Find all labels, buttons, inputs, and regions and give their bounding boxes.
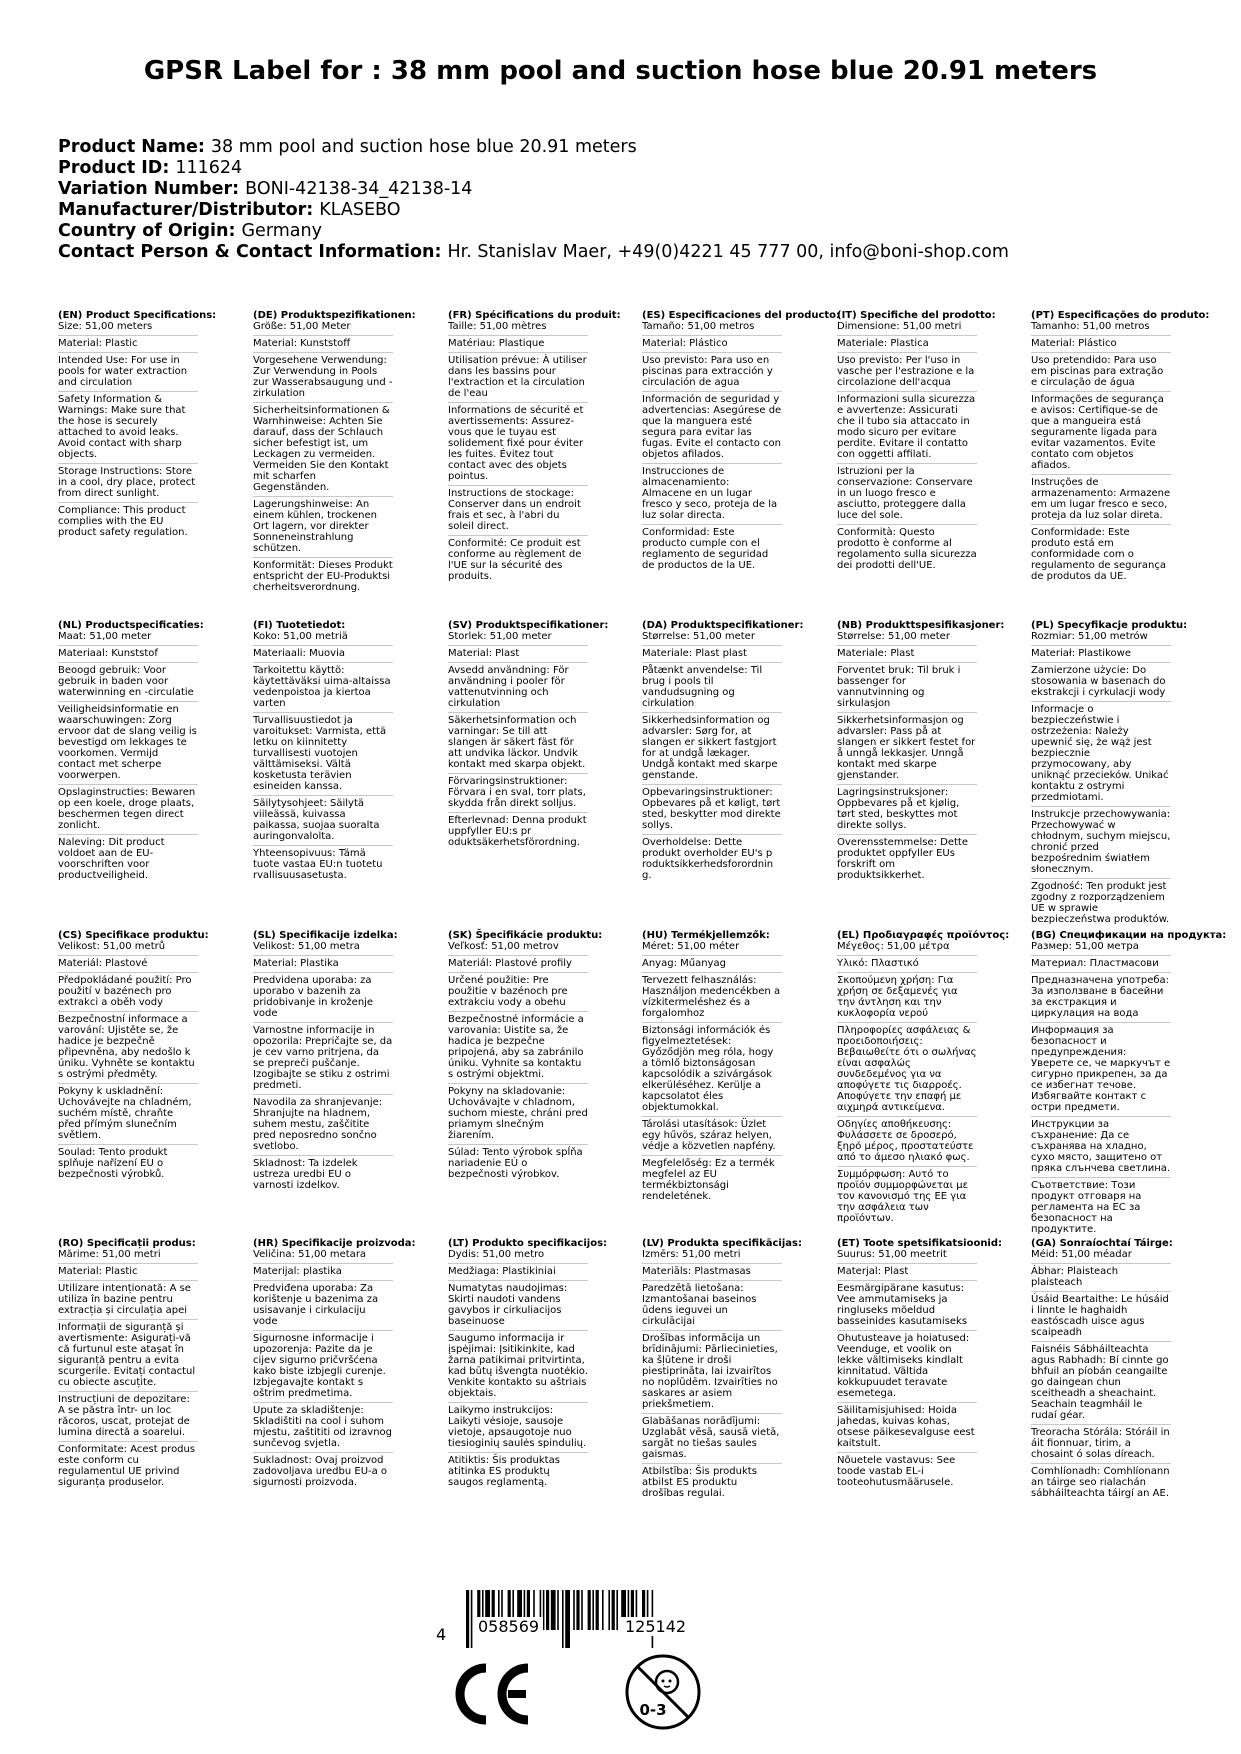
spec-heading: (HR) Specifikacije proizvoda: [253,1238,416,1249]
spec-line: Méret: 51,00 méter [642,941,740,952]
spec-line: Material: Plástico [642,335,782,349]
spec-line: Συμμόρφωση: Αυτό το προϊόν συμμορφώνεται με τον κανονισμό της ΕΕ για την ασφάλεια των προϊόντων. [837,1166,977,1224]
info-row [58,158,1198,179]
spec-line: Storlek: 51,00 meter [448,631,552,642]
spec-line: Faisnéis Sábháilteachta agus Rabhadh: Bí cinnte go bhfuil an píobán ceangailte go daingean chun sceitheadh a sheachaint. Seachain teagmháil le rudaí géar. [1031,1341,1171,1421]
spec-line: Conformitate: Acest produs este conform cu regulamentul UE privind siguranța produselor. [58,1441,198,1488]
spec-line: Megfelelőség: Ez a termék megfelel az EU termékbiztonsági rendeletének. [642,1155,782,1202]
spec-line: Úsáid Beartaithe: Le húsáid i linnte le haghaidh eastóscadh uisce agus scaipeadh [1031,1291,1171,1338]
spec-line: Informații de siguranță și avertismente: Asigurați-vă că furtunul este atașat în siguranță pentru a evita scurgerile. Evitați contactul cu obiecte ascuțite. [58,1319,198,1388]
spec-block [448,1238,608,1488]
spec-line: Информация за безопасност и предупреждения: Уверете се, че маркучът е сигурно прикрепен, за да се избегнат течове. Избягвайте контакт с остри предмети. [1031,1022,1171,1113]
spec-line: Beoogd gebruik: Voor gebruik in baden voor waterwinning en -circulatie [58,662,198,698]
spec-line: Instrucciones de almacenamiento: Almacene en un lugar fresco y seco, proteja de la luz solar directa. [642,463,782,521]
spec-line: Conformità: Questo prodotto è conforme al regolamento sulla sicurezza dei prodotti dell'UE. [837,524,977,571]
barcode-bar [546,1590,549,1630]
spec-line: Material: Kunststoff [253,335,393,349]
spec-line: Sicherheitsinformationen & Warnhinweise: Achten Sie darauf, dass der Schlauch sicher befestigt ist, um Leckagen zu vermeiden. Vermeiden Sie den Kontakt mit scharfen Gegenständen. [253,402,393,493]
spec-line: Glabāšanas norādījumi: Uzglabāt vēsā, sausā vietā, sargāt no tiešas saules gaismas. [642,1413,782,1460]
spec-block [448,310,621,582]
spec-line: Material: Plastic [58,335,198,349]
spec-block [1031,1238,1226,1499]
spec-line: Compliance: This product complies with the EU product safety regulation. [58,502,198,538]
barcode-bar [581,1590,583,1630]
spec-block [837,620,1005,881]
spec-line: Материал: Пластмасови [1031,955,1171,969]
spec-line: Materiál: Plastové [58,955,198,969]
barcode-bar [562,1590,564,1648]
info-value: 111624 [175,158,243,178]
spec-line: Opslaginstructies: Bewaren op een koele, droge plaats, beschermen tegen direct zonlicht. [58,784,198,831]
spec-line: Vorgesehene Verwendung: Zur Verwendung in Pools zur Wasserabsaugung und -zirkulation [253,352,393,399]
barcode-bar [612,1590,615,1630]
spec-line: Съответствие: Този продукт отговаря на регламента на ЕС за безопасност на продуктите. [1031,1177,1171,1235]
spec-line: Instructions de stockage: Conserver dans un endroit frais et sec, à l'abri du soleil direct. [448,485,588,532]
spec-heading: (ET) Toote spetsifikatsioonid: [837,1238,1003,1249]
spec-line: Materiāls: Plastmasas [642,1263,782,1277]
spec-line: Drošības informācija un brīdinājumi: Pārliecinieties, ka šļūtene ir droši piestiprināta, lai izvairītos no noplūdēm. Izvairīties no saskares ar asiem priekšmetiem. [642,1330,782,1410]
spec-line: Material: Plastic [58,1263,198,1277]
spec-line: Atbilstība: Šis produkts atbilst ES produktu drošības regulai. [642,1463,782,1499]
spec-block [448,930,603,1180]
spec-line: Pokyny k uskladnění: Uchovávejte na chladném, suchém místě, chraňte před přímým slunečním světlem. [58,1083,198,1141]
spec-line: Инструкции за съхранение: Да се съхранява на хладно, сухо място, защитено от пряка слънчева светлина. [1031,1116,1171,1174]
spec-line: Υλικό: Πλαστικό [837,955,977,969]
spec-line: Uso pretendido: Para uso em piscinas para extração e circulação de água [1031,352,1171,388]
spec-line: Materijal: plastika [253,1263,393,1277]
spec-heading: (SV) Produktspecifikationer: [448,620,609,631]
spec-line: Lagringsinstruksjoner: Oppbevares på et kjølig, tørt sted, beskyttes mot direkte sollys. [837,784,977,831]
not-for-children-0-3-icon [623,1652,703,1732]
spec-line: Tamanho: 51,00 metros [1031,321,1150,332]
spec-line: Pokyny na skladovanie: Uchovávajte v chladnom, suchom mieste, chráni pred priamym slnečným žiarením. [448,1083,588,1141]
spec-line: Material: Plastika [253,955,393,969]
spec-heading: (IT) Specifiche del prodotto: [837,310,996,321]
spec-line: Matériau: Plastique [448,335,588,349]
barcode-bar [592,1590,594,1630]
info-value: KLASEBO [319,200,401,220]
spec-line: Predvidena uporaba: za uporabo v bazenih za pridobivanje in kroženje vode [253,972,393,1019]
spec-line: Tamaño: 51,00 metros [642,321,755,332]
spec-line: Konformität: Dieses Produkt entspricht der EU-Produktsi cherheitsverordnung. [253,557,393,593]
spec-line: Overholdelse: Dette produkt overholder EU's p roduktsikkerhedsforordnin g. [642,834,782,881]
spec-line: Sukladnost: Ovaj proizvod zadovoljava uredbu EU-a o sigurnosti proizvoda. [253,1452,393,1488]
spec-line: Dydis: 51,00 metro [448,1249,545,1260]
spec-block [837,930,1010,1224]
spec-heading: (GA) Sonraíochtaí Táirge: [1031,1238,1173,1249]
ce-mark-icon [452,1662,534,1726]
spec-line: Tárolási utasítások: Üzlet egy hűvös, száraz helyen, védje a közvetlen napfény. [642,1116,782,1152]
spec-heading: (FR) Spécifications du produit: [448,310,621,321]
spec-block [1031,310,1226,582]
spec-line: Размер: 51,00 метра [1031,941,1139,952]
barcode-bar [466,1590,469,1648]
spec-line: Størrelse: 51,00 meter [642,631,755,642]
spec-block [253,620,393,881]
spec-line: Avsedd användning: För användning i pooler för vattenutvinning och cirkulation [448,662,588,709]
spec-line: Size: 51,00 meters [58,321,153,332]
page-title: GPSR Label for : 38 mm pool and suction hose blue 20.91 meters [143,56,1098,86]
spec-line: Předpokládané použití: Pro použití v bazénech pro extrakci a oběh vody [58,972,198,1008]
spec-line: Uso previsto: Per l'uso in vasche per l'estrazione e la circolazione dell'acqua [837,352,977,388]
barcode-bar [557,1590,559,1630]
spec-heading: (EL) Προδιαγραφές προϊόντος: [837,930,1010,941]
info-key: Variation Number: [58,179,240,199]
spec-line: Conformidad: Este producto cumple con el reglamento de seguridad de productos de la UE. [642,524,782,571]
spec-line: Safety Information & Warnings: Make sure that the hose is securely attached to avoid leaks. Avoid contact with sharp objects. [58,391,198,460]
spec-heading: (FI) Tuotetiedot: [253,620,346,631]
spec-line: Biztonsági információk és figyelmeztetések: Győződjön meg róla, hogy a tömlő biztonságosan kapcsolódik a szivárgások elkerüléséhez. Kerülje a kapcsolatot éles objektumokkal. [642,1022,782,1113]
spec-line: Súlad: Tento výrobok spĺňa nariadenie EÚ o bezpečnosti výrobkov. [448,1144,588,1180]
spec-line: Istruzioni per la conservazione: Conservare in un luogo fresco e asciutto, proteggere dalla luce del sole. [837,463,977,521]
barcode-bar [551,1590,556,1630]
barcode-bar [573,1590,575,1630]
spec-line: Material: Plast [448,645,588,659]
spec-heading: (DA) Produktspecifikationer: [642,620,804,631]
spec-line: Informations de sécurité et avertissements: Assurez-vous que le tuyau est solidement fixé pour éviter les fuites. Évitez tout contact avec des objets pointus. [448,402,588,482]
spec-line: Suurus: 51,00 meetrit [837,1249,947,1260]
barcode-bar [608,1590,610,1630]
spec-line: Tervezett felhasználás: Használjon medencékben a vízkitermeléshez és a forgalomhoz [642,972,782,1019]
spec-line: Skladnost: Ta izdelek ustreza uredbi EU o varnosti izdelkov. [253,1155,393,1191]
spec-line: Οδηγίες αποθήκευσης: Φυλάσσετε σε δροσερό, ξηρό μέρος, προστατεύστε από το άμεσο ηλιακό φως. [837,1116,977,1163]
spec-line: Materiaali: Muovia [253,645,393,659]
spec-line: Mărime: 51,00 metri [58,1249,161,1260]
spec-line: Velikost: 51,00 metra [253,941,360,952]
spec-heading: (NB) Produkttspesifikasjoner: [837,620,1005,631]
spec-line: Bezpečnostní informace a varování: Ujistěte se, že hadice je bezpečně připevněna, aby nedošlo k úniku. Vyhněte se kontaktu s ostrými předměty. [58,1011,198,1080]
spec-line: Sigurnosne informacije i upozorenja: Pazite da je cijev sigurno pričvršćena kako biste izbjegli curenje. Izbjegavajte kontakt s oštrim predmetima. [253,1330,393,1399]
spec-block [253,930,398,1191]
spec-line: Säkerhetsinformation och varningar: Se till att slangen är säkert fäst för att undvika läckor. Undvik kontakt med skarpa objekt. [448,712,588,770]
spec-heading: (PL) Specyfikacje produktu: [1031,620,1188,631]
info-row [58,242,1198,263]
spec-line: Forventet bruk: Til bruk i bassenger for vannutvinning og sirkulasjon [837,662,977,709]
spec-line: Informacje o bezpieczeństwie i ostrzeżenia: Należy upewnić się, że wąż jest bezpiecznie przymocowany, aby uniknąć przecieków. Unikać kontaktu z ostrymi przedmiotami. [1031,701,1171,803]
spec-line: Πληροφορίες ασφάλειας & προειδοποιήσεις: Βεβαιωθείτε ότι ο σωλήνας είναι ασφαλώς συνδεδεμένος για να αποφύγετε τις διαρροές. Αποφύγετε την επαφή με αιχμηρά αντικείμενα. [837,1022,977,1113]
barcode-digit-prefix: 4 [436,1625,447,1644]
spec-line: Størrelse: 51,00 meter [837,631,950,642]
spec-line: Instruções de armazenamento: Armazene em um lugar fresco e seco, proteja da luz solar direta. [1031,474,1171,521]
info-key: Contact Person & Contact Information: [58,242,442,262]
spec-line: Maat: 51,00 meter [58,631,152,642]
spec-line: Uso previsto: Para uso en piscinas para extracción y circulación de agua [642,352,782,388]
spec-line: Sikkerhedsinformation og advarsler: Sørg for, at slangen er sikkert fastgjort for at undgå lækager. Undgå kontakt med skarpe genstande. [642,712,782,781]
spec-line: Comhlíonadh: Comhlíonann an táirge seo rialachán sábháilteachta táirgí an AE. [1031,1463,1171,1499]
spec-line: Rozmiar: 51,00 metrów [1031,631,1148,642]
spec-heading: (LT) Produkto specifikacijos: [448,1238,608,1249]
spec-line: Turvallisuustiedot ja varoitukset: Varmista, että letku on kiinnitetty turvallisesti vuotojen välttämiseksi. Vältä kosketusta terävien esineiden kanssa. [253,712,393,792]
spec-line: Informações de segurança e avisos: Certifique-se de que a mangueira está seguramente ligada para evitar vazamentos. Evite contato com objetos afiados. [1031,391,1171,471]
spec-heading: (BG) Спецификации на продукта: [1031,930,1227,941]
spec-heading: (NL) Productspecificaties: [58,620,204,631]
spec-line: Storage Instructions: Store in a cool, dry place, protect from direct sunlight. [58,463,198,499]
spec-line: Zgodność: Ten produkt jest zgodny z rozporządzeniem UE w sprawie bezpieczeństwa produktów. [1031,878,1171,925]
spec-line: Lagerungshinweise: An einem kühlen, trockenen Ort lagern, vor direkter Sonneneinstrahlung schützen. [253,496,393,554]
spec-line: Materiale: Plast plast [642,645,782,659]
spec-line: Säilitamisjuhised: Hoida jahedas, kuivas kohas, otsese päikesevalguse eest kaitstult. [837,1402,977,1449]
spec-line: Intended Use: For use in pools for water extraction and circulation [58,352,198,388]
info-key: Manufacturer/Distributor: [58,200,314,220]
barcode-bar [471,1590,473,1648]
spec-line: Material: Plástico [1031,335,1171,349]
spec-heading: (RO) Specificații produs: [58,1238,196,1249]
barcode-bar [576,1590,579,1630]
spec-line: Informazioni sulla sicurezza e avvertenze: Assicurati che il tubo sia attaccato in modo sicuro per evitare perdite. Evitare il contatto con oggetti affilati. [837,391,977,460]
spec-line: Navodila za shranjevanje: Shranjujte na hladnem, suhem mestu, zaščitite pred neposredno sončno svetlobo. [253,1094,393,1152]
spec-line: Nõuetele vastavus: See toode vastab EL-i tooteohutusmäärusele. [837,1452,977,1488]
spec-block [58,620,204,881]
spec-line: Påtænkt anvendelse: Til brug i pools til vandudsugning og cirkulation [642,662,782,709]
info-row [58,179,1198,200]
spec-line: Veiligheidsinformatie en waarschuwingen: Zorg ervoor dat de slang veilig is bevestigd om lekkages te voorkomen. Vermijd contact met scherpe voorwerpen. [58,701,198,781]
product-info [58,137,1198,263]
spec-line: Σκοπούμενη χρήση: Για χρήση σε δεξαμενές για την άντληση και την κυκλοφορία νερού [837,972,977,1019]
spec-line: Größe: 51,00 Meter [253,321,351,332]
spec-line: Yhteensopivuus: Tämä tuote vastaa EU:n tuotetu rvallisuusasetusta. [253,845,393,881]
spec-line: Tarkoitettu käyttö: käytettäväksi uima-altaissa vedenpoistoa ja kiertoa varten [253,662,393,709]
spec-block [448,620,609,848]
spec-heading: (HU) Termékjellemzők: [642,930,770,941]
spec-line: Izmērs: 51,00 metri [642,1249,741,1260]
barcode-bar [565,1590,570,1648]
spec-line: Upute za skladištenje: Skladištiti na cool i suhom mjestu, zaštititi od izravnog sunčevog svjetla. [253,1402,393,1449]
barcode-digits-left: 058569 [474,1617,543,1636]
info-value: 38 mm pool and suction hose blue 20.91 meters [210,137,637,157]
barcode-bar [596,1590,599,1630]
spec-line: Materiál: Plastové profily [448,955,588,969]
spec-line: Saugumo informacija ir įspėjimai: Įsitikinkite, kad žarna patikimai pritvirtinta, kad būtų išvengta nuotėkio. Venkite kontakto su aštriais objektais. [448,1330,588,1399]
spec-line: Conformité: Ce produit est conforme au règlement de l'UE sur la sécurité des produits. [448,535,588,582]
spec-block [1031,620,1226,925]
spec-line: Atitiktis: Šis produktas atitinka ES produktų saugos reglamentą. [448,1452,588,1488]
barcode-digits-right: 125142 [621,1617,690,1636]
spec-line: Ábhar: Plaisteach plaisteach [1031,1263,1171,1288]
spec-line: Medžiaga: Plastikiniai [448,1263,588,1277]
spec-block [58,310,217,538]
spec-line: Predviđena uporaba: Za korištenje u bazenima za usisavanje i cirkulaciju vode [253,1280,393,1327]
spec-line: Overensstemmelse: Dette produktet oppfyller EUs forskrift om produktsikkerhet. [837,834,977,881]
spec-heading: (CS) Specifikace produktu: [58,930,209,941]
spec-line: Instrucțiuni de depozitare: A se păstra într- un loc răcoros, uscat, protejat de lumina directă a soarelui. [58,1391,198,1438]
spec-line: Paredzētā lietošana: Izmantošanai baseinos ūdens ieguvei un cirkulācijai [642,1280,782,1327]
spec-line: Materjal: Plast [837,1263,977,1277]
spec-line: Efterlevnad: Denna produkt uppfyller EU:s pr oduktsäkerhetsförordning. [448,812,588,848]
spec-heading: (PT) Especificações do produto: [1031,310,1210,321]
spec-line: Μέγεθος: 51,00 μέτρα [837,941,950,952]
spec-line: Bezpečnostné informácie a varovania: Uistite sa, že hadica je bezpečne pripojená, aby sa zabránilo úniku. Vyhnite sa kontaktu s ostrými objektmi. [448,1011,588,1080]
spec-block [253,310,416,593]
spec-block [837,310,996,571]
spec-line: Förvaringsinstruktioner: Förvara i en sval, torr plats, skydda från direkt solljus. [448,773,588,809]
info-key: Product Name: [58,137,205,157]
spec-heading: (SL) Specifikacije izdelka: [253,930,398,941]
spec-block [253,1238,416,1488]
spec-line: Naleving: Dit product voldoet aan de EU-voorschriften voor productveiligheid. [58,834,198,881]
barcode-bar [616,1590,618,1630]
info-key: Product ID: [58,158,170,178]
spec-line: Utilizare intenționată: A se utiliza în bazine pentru extracția și circulația apei [58,1280,198,1316]
spec-line: Información de seguridad y advertencias: Asegúrese de que la manguera esté segura para evitar las fugas. Evite el contacto con objetos afilados. [642,391,782,460]
spec-line: Varnostne informacije in opozorila: Prepričajte se, da je cev varno pritrjena, da se prepreči puščanje. Izogibajte se stiku z ostrimi predmeti. [253,1022,393,1091]
spec-line: Utilisation prévue: À utiliser dans les bassins pour l'extraction et la circulation de l'eau [448,352,588,399]
spec-line: Veličina: 51,00 metara [253,1249,367,1260]
spec-block [58,1238,198,1488]
spec-block [642,930,782,1202]
spec-line: Opbevaringsinstruktioner: Opbevares på et køligt, tørt sted, beskytter mod direkte sollys. [642,784,782,831]
info-row [58,137,1198,158]
barcode-bar [588,1590,591,1630]
spec-heading: (ES) Especificaciones del producto: [642,310,841,321]
info-value: BONI-42138-34_42138-14 [245,179,473,199]
info-row [58,200,1198,221]
spec-heading: (LV) Produkta specifikācijas: [642,1238,802,1249]
spec-line: Sikkerhetsinformasjon og advarsler: Pass på at slangen er sikkert festet for å unngå lekkasjer. Unngå kontakt med skarpe gjenstander. [837,712,977,781]
info-value: Hr. Stanislav Maer, +49(0)4221 45 777 00, info@boni-shop.com [447,242,1009,262]
spec-line: Instrukcje przechowywania: Przechowywać w chłodnym, suchym miejscu, chronić przed bezpośrednim światłem słonecznym. [1031,806,1171,875]
spec-line: Laikymo instrukcijos: Laikyti vėsioje, sausoje vietoje, apsaugotoje nuo tiesioginių saulės spindulių. [448,1402,588,1449]
barcode-bar [602,1590,604,1630]
spec-line: Numatytas naudojimas: Skirti naudoti vandens gavybos ir cirkuliacijos baseinuose [448,1280,588,1327]
spec-block [58,930,209,1180]
spec-line: Treoracha Stórála: Stóráil in áit fionnuar, tirim, a chosaint ó solas díreach. [1031,1424,1171,1460]
info-row [58,221,1198,242]
spec-heading: (EN) Product Specifications: [58,310,217,321]
spec-line: Предназначена употреба: За използване в басейни за екстракция и циркулация на вода [1031,972,1171,1019]
spec-heading: (SK) Špecifikácie produktu: [448,930,603,941]
spec-line: Určené použitie: Pre použitie v bazénoch pre extrakciu vody a obehu [448,972,588,1008]
spec-line: Säilytysohjeet: Säilytä viileässä, kuivassa paikassa, suojaa suoralta auringonvalolta. [253,795,393,842]
spec-block [1031,930,1226,1235]
spec-line: Materiał: Plastikowe [1031,645,1171,659]
spec-line: Zamierzone użycie: Do stosowania w basenach do ekstrakcji i cyrkulacji wody [1031,662,1171,698]
spec-line: Koko: 51,00 metriä [253,631,348,642]
spec-heading: (DE) Produktspezifikationen: [253,310,416,321]
spec-line: Eesmärgipärane kasutus: Vee ammutamiseks ja ringluseks mõeldud basseinides kasutamiseks [837,1280,977,1327]
spec-line: Conformidade: Este produto está em conformidade com o regulamento de segurança de produtos da UE. [1031,524,1171,582]
spec-line: Dimensione: 51,00 metri [837,321,962,332]
spec-line: Méid: 51,00 méadar [1031,1249,1132,1260]
spec-line: Materiale: Plast [837,645,977,659]
spec-line: Veľkosť: 51,00 metrov [448,941,559,952]
spec-line: Ohutusteave ja hoiatused: Veenduge, et voolik on lekke vältimiseks kindlalt kinnitatud. Vältida kokkupuudet teravate esemetega. [837,1330,977,1399]
spec-line: Materiaal: Kunststof [58,645,198,659]
spec-line: Materiale: Plastica [837,335,977,349]
info-key: Country of Origin: [58,221,236,241]
spec-block [642,1238,802,1499]
spec-block [642,620,804,881]
spec-block [642,310,841,571]
spec-line: Anyag: Műanyag [642,955,782,969]
age-label: 0-3 [639,1701,667,1719]
spec-line: Velikost: 51,00 metrů [58,941,166,952]
info-value: Germany [241,221,322,241]
spec-line: Soulad: Tento produkt splňuje nařízení EU o bezpečnosti výrobků. [58,1144,198,1180]
spec-line: Taille: 51,00 mètres [448,321,547,332]
spec-block [837,1238,1003,1488]
